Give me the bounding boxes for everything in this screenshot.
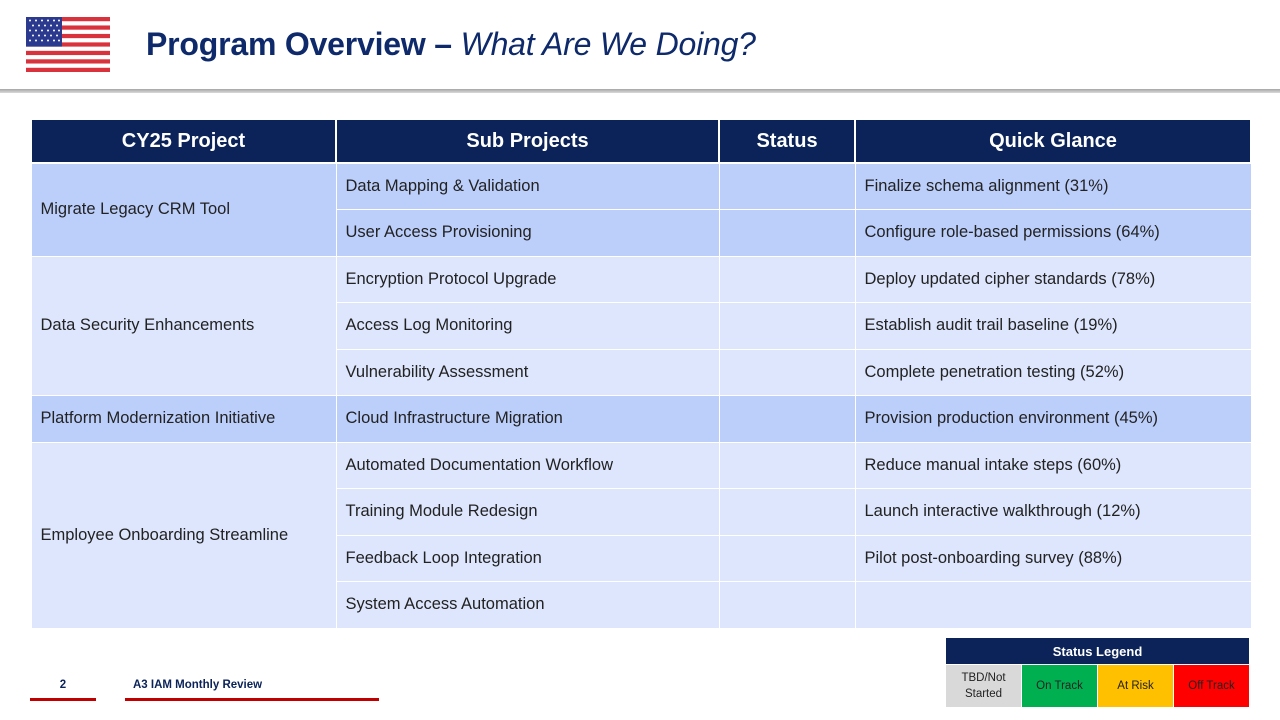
- sub-project-cell: Feedback Loop Integration: [336, 535, 719, 582]
- status-cell: [719, 489, 855, 536]
- page-title-subtitle: What Are We Doing?: [460, 26, 756, 62]
- sub-project-cell: Vulnerability Assessment: [336, 349, 719, 396]
- page-number-underline: [30, 698, 96, 701]
- quick-glance-cell: Launch interactive walkthrough (12%): [855, 489, 1251, 536]
- quick-glance-cell: Configure role-based permissions (64%): [855, 210, 1251, 257]
- header-divider: [0, 89, 1280, 93]
- sub-project-cell: Automated Documentation Workflow: [336, 442, 719, 489]
- legend-off-track: Off Track: [1174, 665, 1250, 708]
- sub-project-cell: System Access Automation: [336, 582, 719, 629]
- column-header-quick-glance: Quick Glance: [855, 119, 1251, 163]
- quick-glance-cell: Establish audit trail baseline (19%): [855, 303, 1251, 350]
- status-legend: [945, 637, 1250, 708]
- quick-glance-cell: Complete penetration testing (52%): [855, 349, 1251, 396]
- column-header-project: CY25 Project: [31, 119, 336, 163]
- sub-project-cell: User Access Provisioning: [336, 210, 719, 257]
- status-cell: [719, 210, 855, 257]
- document-name-underline: [125, 698, 379, 701]
- table-row: [31, 256, 1251, 303]
- status-cell: [719, 535, 855, 582]
- table-row: [31, 396, 1251, 443]
- legend-at-risk: At Risk: [1098, 665, 1174, 708]
- column-header-sub-projects: Sub Projects: [336, 119, 719, 163]
- project-cell: Platform Modernization Initiative: [31, 396, 336, 443]
- page-number: 2: [59, 679, 67, 691]
- sub-project-cell: Encryption Protocol Upgrade: [336, 256, 719, 303]
- quick-glance-cell: Finalize schema alignment (31%): [855, 163, 1251, 210]
- status-cell: [719, 256, 855, 303]
- project-cell: Employee Onboarding Streamline: [31, 442, 336, 628]
- status-cell: [719, 163, 855, 210]
- project-cell: Data Security Enhancements: [31, 256, 336, 396]
- sub-project-cell: Data Mapping & Validation: [336, 163, 719, 210]
- table-row: [31, 442, 1251, 489]
- page-title: [146, 26, 756, 63]
- column-header-status: Status: [719, 119, 855, 163]
- table-header-row: [31, 119, 1251, 163]
- project-cell: Migrate Legacy CRM Tool: [31, 163, 336, 256]
- quick-glance-cell: [855, 582, 1251, 629]
- status-cell: [719, 349, 855, 396]
- quick-glance-cell: Provision production environment (45%): [855, 396, 1251, 443]
- sub-project-cell: Training Module Redesign: [336, 489, 719, 536]
- status-cell: [719, 442, 855, 489]
- project-overview-table: [30, 118, 1252, 629]
- document-name: A3 IAM Monthly Review: [133, 679, 263, 691]
- status-cell: [719, 582, 855, 629]
- legend-on-track: On Track: [1022, 665, 1098, 708]
- us-flag-icon: [26, 17, 110, 72]
- legend-tbd-not-started: TBD/Not Started: [946, 665, 1022, 708]
- quick-glance-cell: Deploy updated cipher standards (78%): [855, 256, 1251, 303]
- quick-glance-cell: Pilot post-onboarding survey (88%): [855, 535, 1251, 582]
- sub-project-cell: Access Log Monitoring: [336, 303, 719, 350]
- status-cell: [719, 303, 855, 350]
- sub-project-cell: Cloud Infrastructure Migration: [336, 396, 719, 443]
- quick-glance-cell: Reduce manual intake steps (60%): [855, 442, 1251, 489]
- status-legend-title: Status Legend: [946, 638, 1250, 665]
- page-title-main: Program Overview –: [146, 26, 461, 62]
- status-cell: [719, 396, 855, 443]
- table-row: [31, 163, 1251, 210]
